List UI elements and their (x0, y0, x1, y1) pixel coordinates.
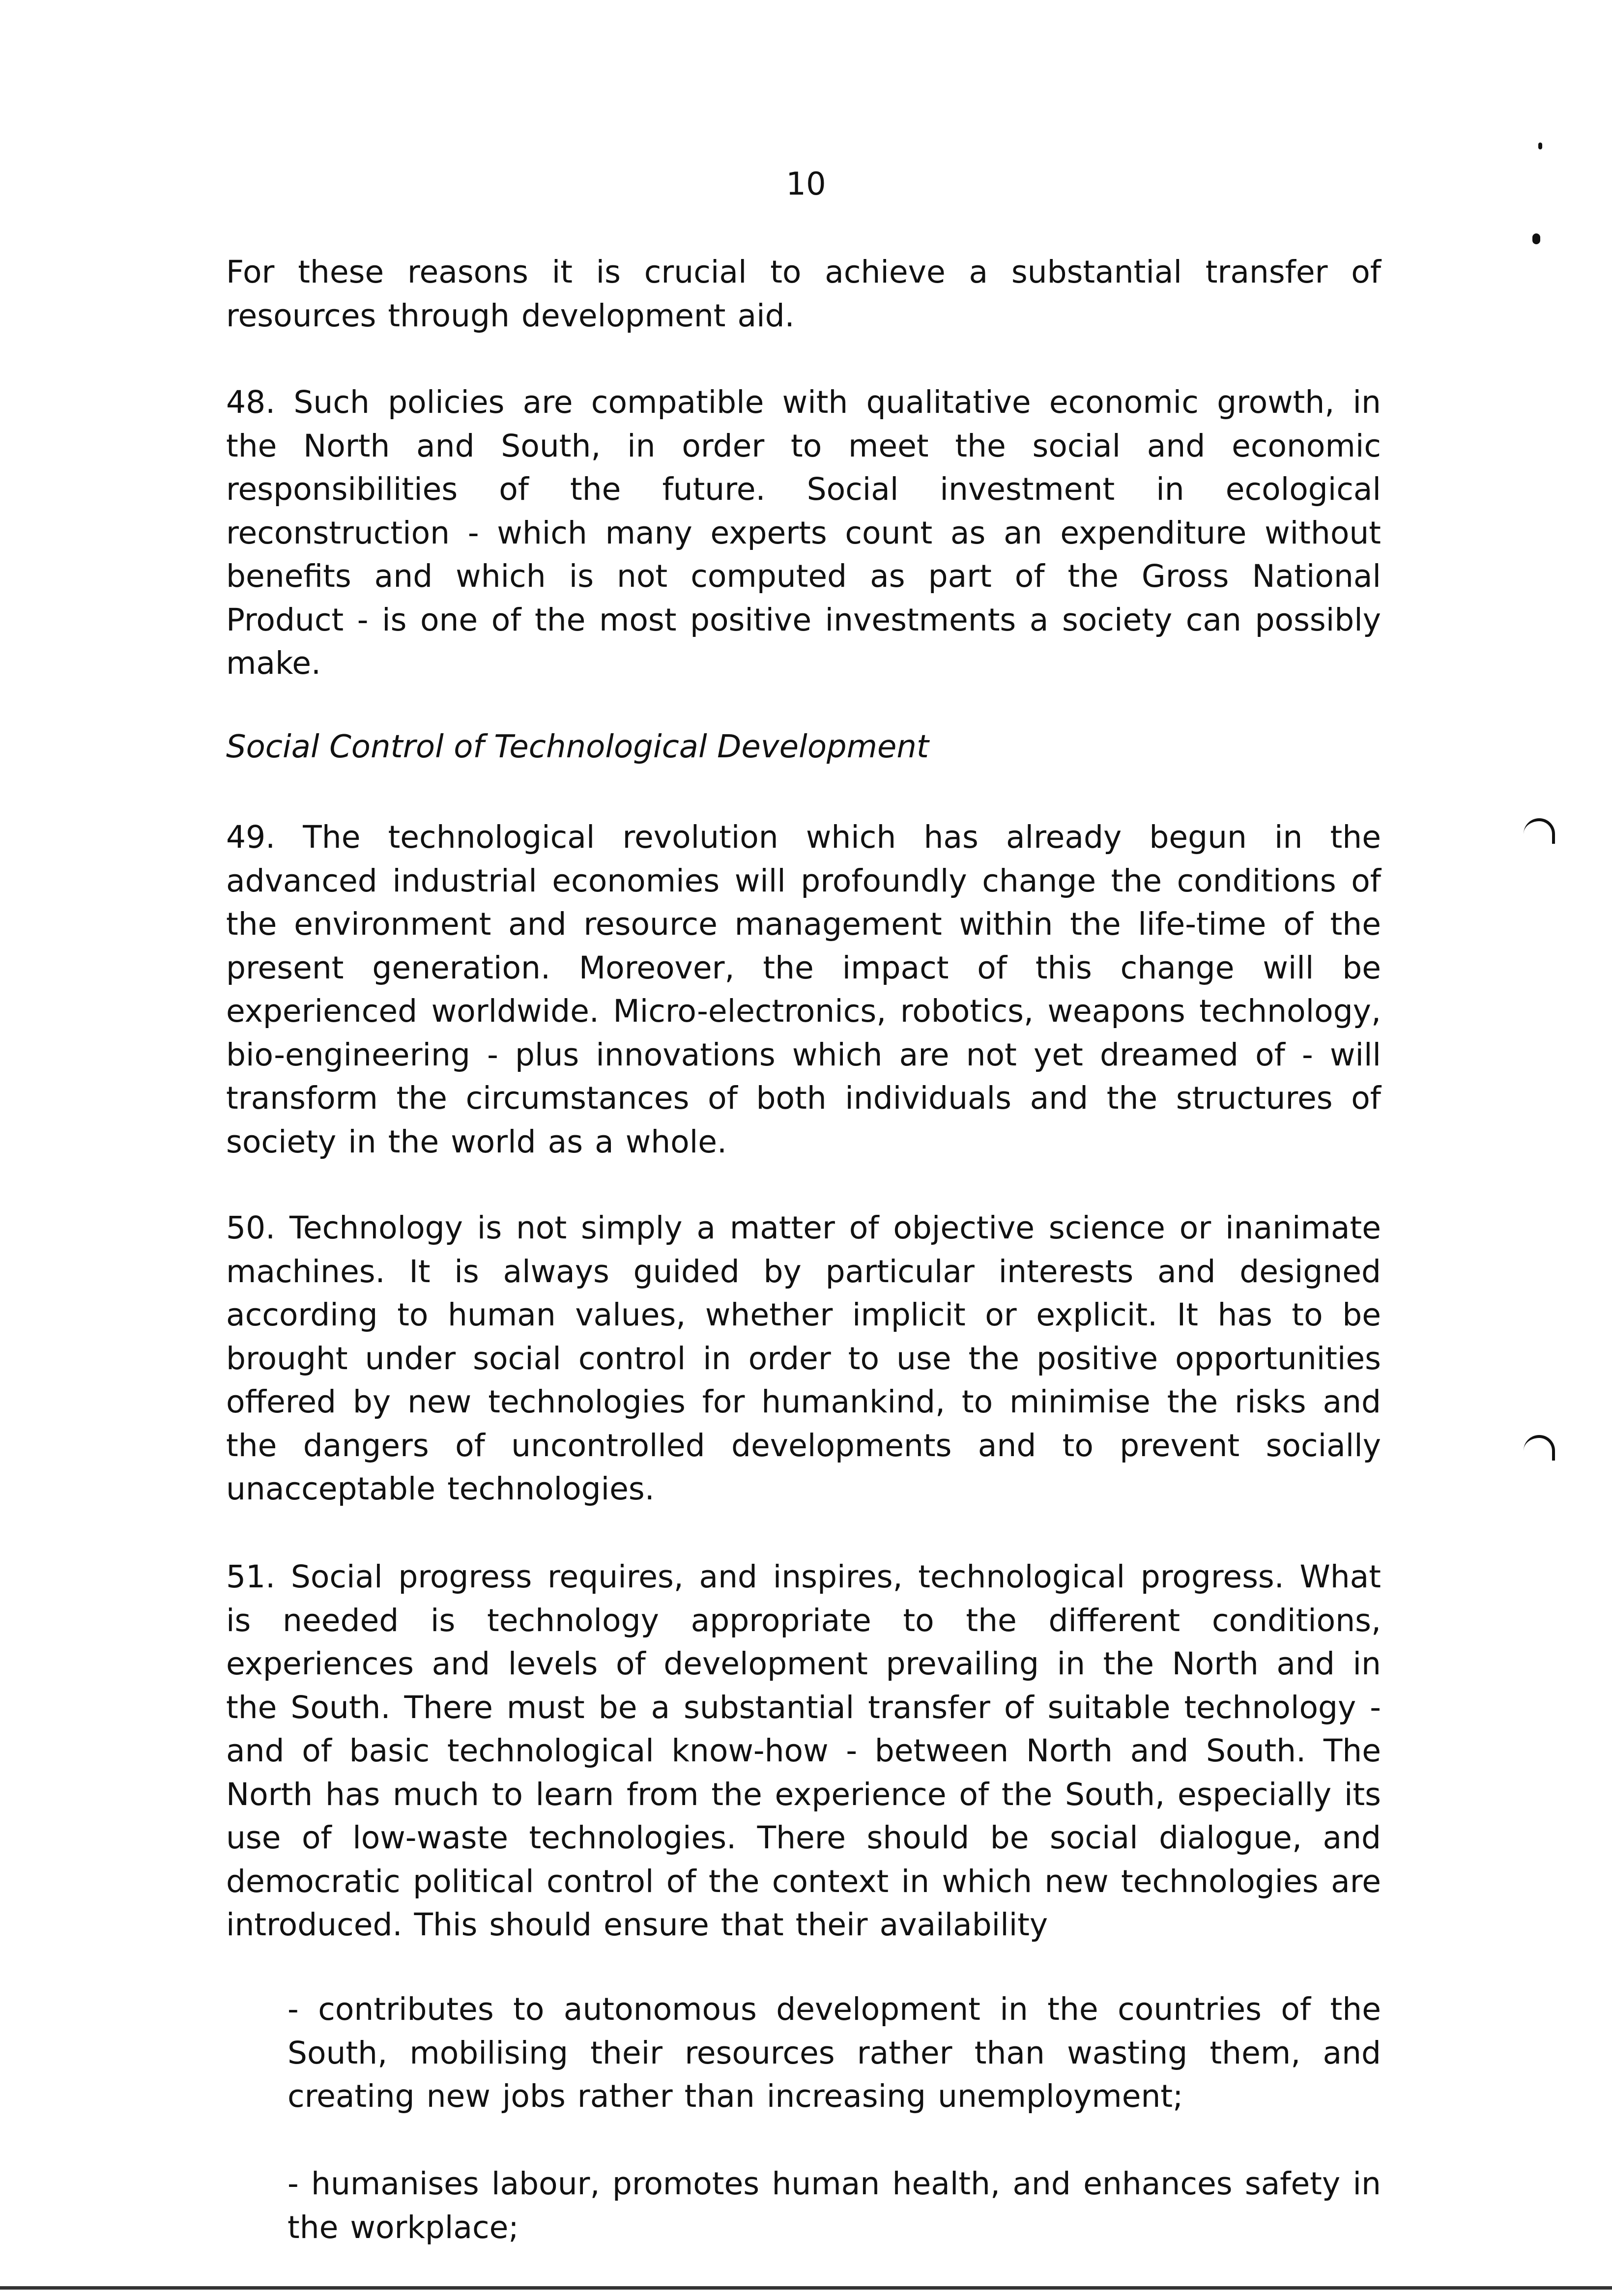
section-heading: Social Control of Technological Development (226, 729, 929, 765)
intro-paragraph: For these reasons it is crucial to achieve a substantial transfer of resources through development aid. (226, 254, 1381, 334)
paragraph-49: 49. The technological revolution which has already begun in the advanced industrial economies will profoundly change the conditions of the environment and resource management within the life-time of the present generation. Moreover, the impact of this change will be experienced worldwide. Micro-electronics, robotics, weapons technology, bio-engineering - plus innovations which are not yet dreamed of - will transform the circumstances of both individuals and the structures of society in the world as a whole. (226, 819, 1381, 1160)
paragraph-50: 50. Technology is not simply a matter of objective science or inanimate machines. It is always guided by particular interests and designed according to human values, whether implicit or explicit. It has to be brought under social control in order to use the positive opportunities offered by new technologies for humankind, to minimise the risks and the dangers of uncontrolled developments and to prevent socially unacceptable technologies. (226, 1210, 1381, 1507)
bullet-item: - contributes to autonomous development in the countries of the South, mobilising their resources rather than wasting them, and creating new jobs rather than increasing unemployment; (288, 1991, 1381, 2114)
paragraph-48: 48. Such policies are compatible with qualitative economic growth, in the North and South, in order to meet the social and economic responsibilities of the future. Social investment in ecological reconstruction - which many experts count as an expenditure without benefits and which is not computed as part of the Gross National Product - is one of the most positive investments a society can possibly make. (226, 384, 1381, 681)
bottom-rule (0, 2286, 1612, 2290)
bullet-item: - humanises labour, promotes human health, and enhances safety in the workplace; (288, 2166, 1381, 2245)
margin-hook-mark (1524, 818, 1555, 844)
page-number: 10 (786, 166, 826, 202)
margin-dot-mark (1532, 233, 1540, 244)
margin-hook-mark (1524, 1435, 1555, 1461)
margin-dot-mark (1538, 143, 1542, 149)
paragraph-51: 51. Social progress requires, and inspires, technological progress. What is needed is technology appropriate to the different conditions, experiences and levels of development prevailing in the North and in the South. There must be a substantial transfer of suitable technology - and of basic technological know-how - between North and South. The North has much to learn from the experience of the South, especially its use of low-waste technologies. There should be social dialogue, and democratic political control of the context in which new technologies are introduced. This should ensure that their availability (226, 1559, 1381, 1943)
